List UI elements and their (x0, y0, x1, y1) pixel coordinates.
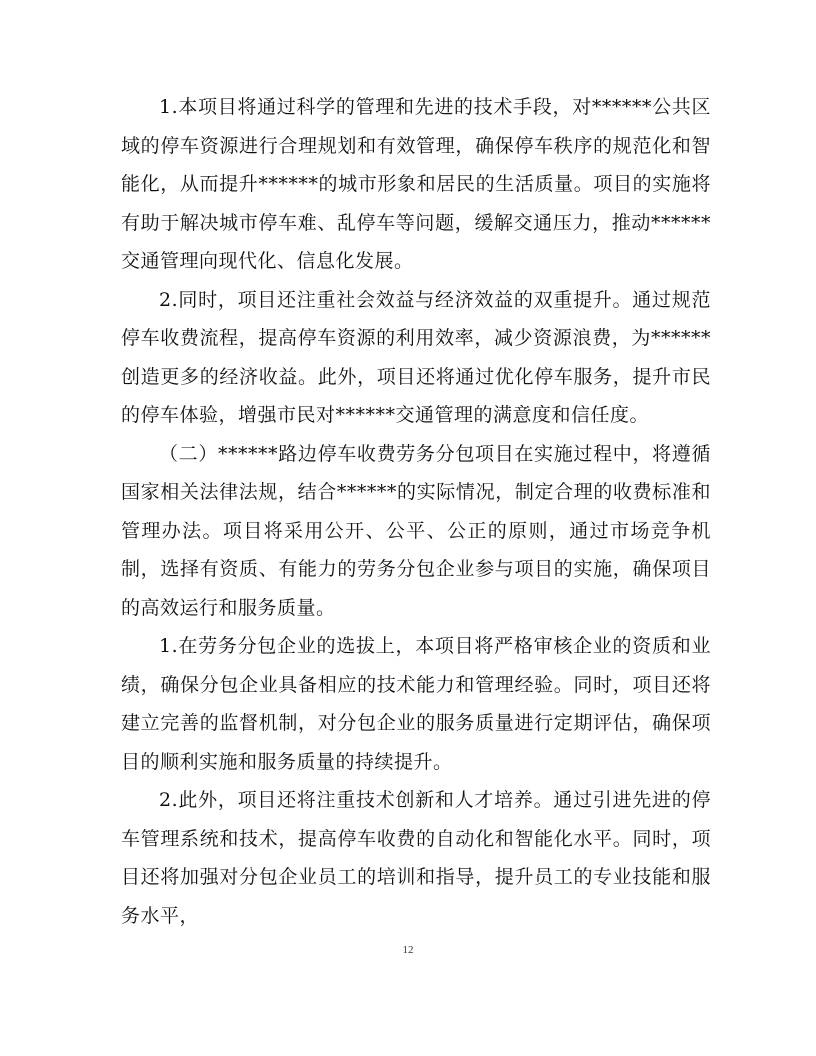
paragraph-4: 2.此外，项目还将注重技术创新和人才培养。通过引进先进的停车管理系统和技术，提高停车收费的自动化和智能化水平。同时，项目还将加强对分包企业员工的培训和指导，提升员工的专业技能和服务水平， (121, 789, 711, 927)
body-text (121, 88, 711, 935)
paragraph-3: 1.在劳务分包企业的选拔上，本项目将严格审核企业的资质和业绩，确保分包企业具备相应的技术能力和管理经验。同时，项目还将建立完善的监督机制，对分包企业的服务质量进行定期评估，确保项目的顺利实施和服务质量的持续提升。 (121, 635, 711, 773)
paragraph-1: 1.本项目将通过科学的管理和先进的技术手段，对******公共区域的停车资源进行合理规划和有效管理，确保停车秩序的规范化和智能化，从而提升******的城市形象和居民的生活质量。项目的实施将有助于解决城市停车难、乱停车等问题，缓解交通压力，推动******交通管理向现代化、信息化发展。 (121, 96, 711, 272)
paragraph-section-2: （二）******路边停车收费劳务分包项目在实施过程中，将遵循国家相关法律法规，结合******的实际情况，制定合理的收费标准和管理办法。项目将采用公开、公平、公正的原则，通过市场竞争机制，选择有资质、有能力的劳务分包企业参与项目的实施，确保项目的高效运行和服务质量。 (121, 442, 711, 619)
page-number: 12 (402, 944, 414, 956)
paragraph-2: 2.同时，项目还注重社会效益与经济效益的双重提升。通过规范停车收费流程，提高停车资源的利用效率，减少资源浪费，为******创造更多的经济收益。此外，项目还将通过优化停车服务，提升市民的停车体验，增强市民对******交通管理的满意度和信任度。 (121, 288, 711, 426)
